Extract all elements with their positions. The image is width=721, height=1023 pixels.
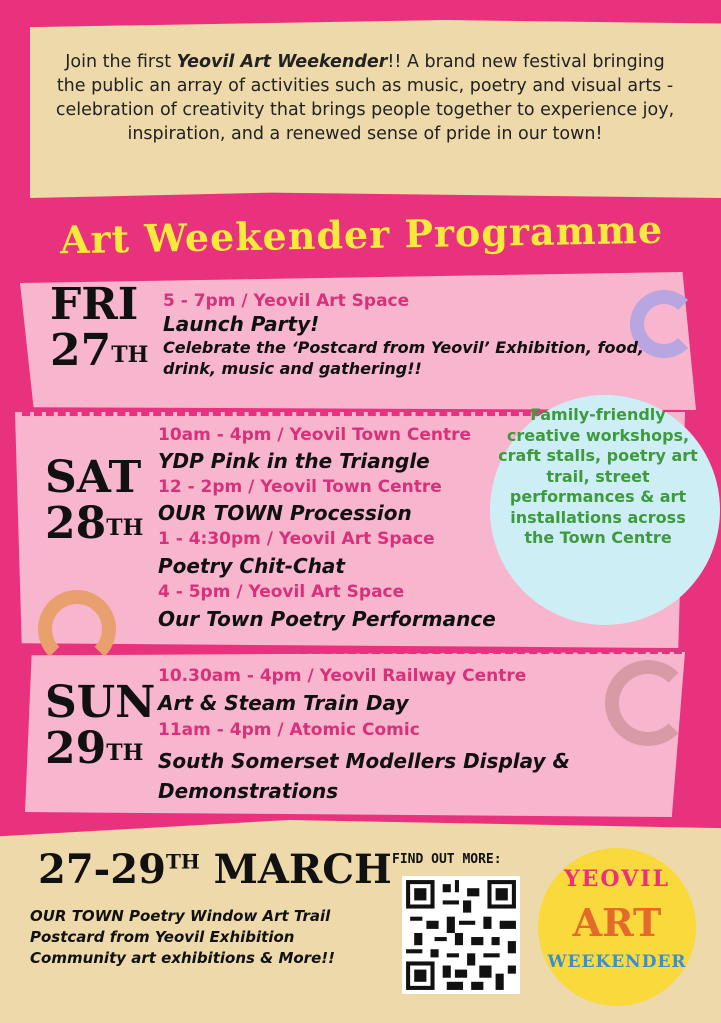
- extras-list: [30, 906, 335, 969]
- event-title: Art & Steam Train Day: [158, 691, 409, 715]
- day-suffix: TH: [106, 740, 144, 766]
- logo-line2: ART: [572, 900, 662, 945]
- intro-highlight: Yeovil Art Weekender: [176, 52, 388, 72]
- event-title: OUR TOWN Procession: [158, 501, 412, 525]
- extras-item: Community art exhibitions & More!!: [30, 949, 335, 967]
- day-date: 29: [45, 723, 107, 774]
- event-description: Celebrate the ‘Postcard from Yeovil’ Exhibition, food, drink, music and gathering!!: [163, 338, 644, 378]
- event-time: 4 - 5pm / Yeovil Art Space: [158, 582, 405, 602]
- event-title: Our Town Poetry Performance: [158, 607, 496, 631]
- event-time: 5 - 7pm / Yeovil Art Space: [163, 291, 410, 311]
- event-time: 11am - 4pm / Atomic Comic: [158, 720, 420, 740]
- day-suffix: TH: [106, 515, 144, 541]
- logo-line3: WEEKENDER: [547, 952, 687, 972]
- day-name: SAT: [45, 452, 142, 503]
- day-name: SUN: [45, 677, 156, 728]
- dates-range: 27-29: [38, 846, 166, 893]
- day-suffix: TH: [111, 342, 149, 368]
- family-bubble-text: Family-friendly creative workshops, craft stalls, poetry art trail, street performances & art installations across the Town Centre: [498, 405, 698, 547]
- yeovil-art-weekender-logo: [538, 848, 696, 1006]
- logo-line1: YEOVIL: [563, 866, 671, 892]
- intro-prefix: Join the first: [65, 52, 177, 72]
- qr-code-icon: [402, 876, 520, 994]
- event-time: 10.30am - 4pm / Yeovil Railway Centre: [158, 666, 527, 686]
- saturday-heading: [45, 452, 144, 549]
- event-time: 1 - 4:30pm / Yeovil Art Space: [158, 529, 435, 549]
- event-title: YDP Pink in the Triangle: [158, 449, 430, 473]
- sunday-heading: [45, 677, 156, 774]
- qr-code[interactable]: [402, 876, 520, 994]
- event-title: South Somerset Modellers Display & Demonstrations: [158, 749, 570, 803]
- extras-item: OUR TOWN Poetry Window Art Trail: [30, 907, 331, 925]
- dates-heading: [38, 846, 392, 893]
- friday-heading: [50, 279, 149, 376]
- dates-month: MARCH: [213, 846, 392, 893]
- event-title: Launch Party!: [163, 312, 320, 336]
- dates-suffix: TH: [165, 849, 200, 874]
- day-name: FRI: [50, 279, 139, 330]
- programme-title: Art Weekender Programme: [59, 206, 664, 263]
- find-out-more-label: FIND OUT MORE:: [392, 852, 502, 867]
- event-time: 10am - 4pm / Yeovil Town Centre: [158, 425, 471, 445]
- friday-events: [163, 290, 683, 379]
- divider-dashed: [22, 650, 682, 654]
- event-title: Poetry Chit-Chat: [158, 554, 345, 578]
- extras-item: Postcard from Yeovil Exhibition: [30, 928, 295, 946]
- day-date: 28: [45, 498, 107, 549]
- day-date: 27: [50, 325, 112, 376]
- intro-text: [50, 50, 680, 146]
- intro-suffix: !! A brand new festival bringing the public an array of activities such as music, poetry and visual arts - celebration of creativity that brings people together to experience joy, inspiration, and a renewed sense of pride in our town!: [55, 52, 675, 144]
- swirl-decoration: [38, 590, 116, 668]
- event-time: 12 - 2pm / Yeovil Town Centre: [158, 477, 442, 497]
- swirl-decoration: [605, 660, 691, 746]
